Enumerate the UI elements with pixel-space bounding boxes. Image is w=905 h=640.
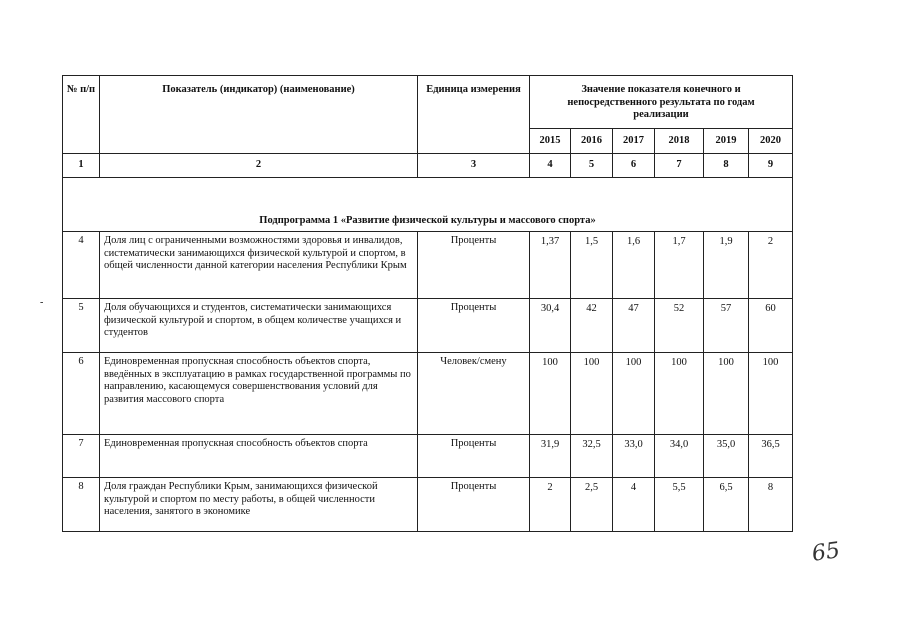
row-value: 100 — [571, 353, 613, 435]
column-number: 6 — [613, 154, 655, 178]
row-unit: Человек/смену — [418, 353, 530, 435]
header-indicator: Показатель (индикатор) (наименование) — [100, 76, 418, 154]
header-year: 2016 — [571, 129, 613, 154]
row-value: 1,37 — [530, 232, 571, 299]
column-number: 8 — [704, 154, 749, 178]
header-year: 2015 — [530, 129, 571, 154]
row-value: 8 — [749, 478, 793, 532]
row-indicator: Доля лиц с ограниченными возможностями здоровья и инвалидов, систематически занимающихся физической культурой и спортом, в общей численности данной категории населения Республики Крым — [100, 232, 418, 299]
row-indicator: Доля обучающихся и студентов, систематически занимающихся физической культурой и спортом, в общем количестве учащихся и студентов — [100, 299, 418, 353]
row-value: 100 — [530, 353, 571, 435]
column-number: 3 — [418, 154, 530, 178]
row-value: 100 — [704, 353, 749, 435]
row-number: 7 — [63, 435, 100, 478]
table-row — [63, 299, 793, 353]
row-value: 33,0 — [613, 435, 655, 478]
row-value: 47 — [613, 299, 655, 353]
row-value: 34,0 — [655, 435, 704, 478]
header-number: № п/п — [63, 76, 100, 154]
row-value: 35,0 — [704, 435, 749, 478]
row-value: 6,5 — [704, 478, 749, 532]
row-value: 57 — [704, 299, 749, 353]
row-unit: Проценты — [418, 299, 530, 353]
page-number: 65 — [810, 538, 842, 567]
column-number: 2 — [100, 154, 418, 178]
row-value: 5,5 — [655, 478, 704, 532]
table-row — [63, 478, 793, 532]
header-unit: Единица измерения — [418, 76, 530, 154]
row-value: 100 — [655, 353, 704, 435]
row-value: 2 — [749, 232, 793, 299]
row-value: 100 — [749, 353, 793, 435]
row-value: 2 — [530, 478, 571, 532]
row-unit: Проценты — [418, 478, 530, 532]
row-value: 42 — [571, 299, 613, 353]
row-value: 31,9 — [530, 435, 571, 478]
row-unit: Проценты — [418, 435, 530, 478]
header-values: Значение показателя конечного и непосредственного результата по годам реализации — [530, 76, 793, 129]
row-number: 8 — [63, 478, 100, 532]
row-unit: Проценты — [418, 232, 530, 299]
table-row — [63, 353, 793, 435]
row-value: 1,7 — [655, 232, 704, 299]
stray-mark: - — [40, 297, 44, 308]
row-value: 1,9 — [704, 232, 749, 299]
row-value: 32,5 — [571, 435, 613, 478]
row-value: 1,6 — [613, 232, 655, 299]
row-indicator: Единовременная пропускная способность объектов спорта, введённых в эксплуатацию в рамках государственной программы по направлению, касающемуся совершенствования условий для развития массового спорта — [100, 353, 418, 435]
column-number: 4 — [530, 154, 571, 178]
table-row — [63, 232, 793, 299]
row-value: 2,5 — [571, 478, 613, 532]
row-value: 4 — [613, 478, 655, 532]
column-number: 5 — [571, 154, 613, 178]
row-number: 6 — [63, 353, 100, 435]
column-numbers-row — [63, 154, 793, 178]
row-number: 4 — [63, 232, 100, 299]
subprogram-title: Подпрограмма 1 «Развитие физической культуры и массового спорта» — [63, 178, 793, 232]
column-number: 1 — [63, 154, 100, 178]
row-value: 100 — [613, 353, 655, 435]
table-row — [63, 435, 793, 478]
row-value: 60 — [749, 299, 793, 353]
row-value: 1,5 — [571, 232, 613, 299]
row-number: 5 — [63, 299, 100, 353]
column-number: 7 — [655, 154, 704, 178]
row-value: 52 — [655, 299, 704, 353]
row-value: 36,5 — [749, 435, 793, 478]
indicators-table — [62, 75, 793, 532]
header-year: 2017 — [613, 129, 655, 154]
header-year: 2020 — [749, 129, 793, 154]
column-number: 9 — [749, 154, 793, 178]
row-value: 30,4 — [530, 299, 571, 353]
header-year: 2018 — [655, 129, 704, 154]
row-indicator: Доля граждан Республики Крым, занимающихся физической культурой и спортом по месту работы, в общей численности населения, занятого в экономике — [100, 478, 418, 532]
header-year: 2019 — [704, 129, 749, 154]
row-indicator: Единовременная пропускная способность объектов спорта — [100, 435, 418, 478]
